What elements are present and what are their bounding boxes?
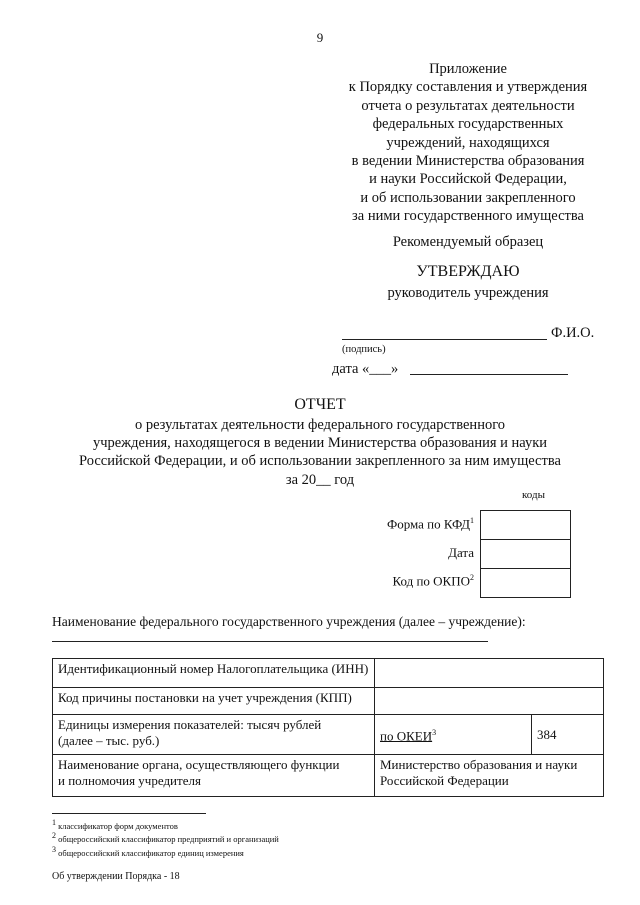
appendix-line: Приложение [429,61,507,77]
footnote-separator [52,813,206,814]
appendix-line: отчета о результатах деятельности [361,97,575,114]
table-row [53,688,604,715]
subtitle-line: Российской Федерации, и об использовании закрепленного за ним имущества [79,453,561,470]
founder-value-line: Министерство образования и науки [380,757,578,772]
footnote-ref: 3 [432,727,437,737]
footnote-item [52,845,279,858]
page-footer: Об утверждении Порядка - 18 [52,871,180,882]
footnote-num: 1 [52,818,56,827]
founder-label [53,755,375,797]
table-row [53,659,604,688]
okei-label-text: по ОКЕИ [380,728,433,744]
units-label-line: Единицы измерения показателей: тысяч рублей [58,717,322,732]
footnote-text: общероссийский классификатор предприятий и организаций [58,834,279,845]
inn-value[interactable] [375,659,604,688]
founder-value [375,755,604,797]
footnote-ref: 1 [470,516,474,525]
appendix-line: и науки Российской Федерации, [369,171,567,188]
date-line [410,374,568,375]
subtitle-line: учреждения, находящегося в ведении Министерства образования и науки [92,435,548,452]
code-label-text: Форма по КФД [386,516,470,532]
appendix-line: к Порядку составления и утверждения [348,79,588,96]
code-cell-okpo[interactable] [481,569,570,597]
info-table [52,658,604,797]
kpp-label: Код причины постановки на учет учреждения (КПП) [53,688,375,715]
institution-name-line[interactable] [52,641,488,642]
signature-hint: (подпись) [342,344,386,355]
footnote-ref: 2 [470,573,474,582]
signature-line [342,339,547,340]
code-label-text: Код по ОКПО [392,573,470,589]
appendix-line: и об использовании закрепленного [360,189,576,206]
date-label: дата «___» [332,361,399,377]
footnote-num: 2 [52,831,56,841]
inn-label: Идентификационный номер Налогоплательщика (ИНН) [53,659,375,688]
code-cell-kfd[interactable] [481,511,570,540]
kpp-value[interactable] [375,688,604,715]
footnote-item [52,818,279,831]
subtitle-line: о результатах деятельности федерального государственного [134,417,506,433]
okei-label [375,715,532,755]
appendix-line: федеральных государственных [372,116,564,133]
table-row [53,715,604,755]
code-label-okpo [392,573,474,589]
approver-role: руководитель учреждения [387,285,549,301]
fio-label: Ф.И.О. [551,325,595,341]
approve-title: УТВЕРЖДАЮ [416,263,520,280]
appendix-line: учреждений, находящихся [386,134,550,151]
report-title: ОТЧЕТ [294,396,346,413]
code-label-date [448,545,474,561]
report-subtitle [40,416,600,489]
founder-value-line: Российской Федерации [380,773,509,788]
founder-label-line: и полномочия учредителя [58,773,201,788]
code-label-text: Дата [448,545,474,560]
code-cell-date[interactable] [481,540,570,569]
footnote-text: общероссийский классификатор единиц измерения [58,847,244,858]
units-label-line: (далее – тыс. руб.) [58,733,160,748]
footnote-text: классификатор форм документов [58,820,178,831]
recommended-sample-label: Рекомендуемый образец [392,234,544,250]
code-label-kfd [387,516,474,532]
institution-name-label: Наименование федерального государственного учреждения (далее – учреждение): [52,614,526,629]
appendix-header [318,60,618,226]
codes-header: коды [522,489,545,501]
subtitle-line: за 20__ год [285,471,355,488]
footnotes [52,818,279,858]
table-row [53,755,604,797]
footnote-num: 3 [52,844,56,854]
units-label [53,715,375,755]
page-number: 9 [316,30,324,45]
appendix-line: в ведении Министерства образования [351,153,585,170]
founder-label-line: Наименование органа, осуществляющего функции [58,757,340,772]
okei-value[interactable]: 384 [532,715,604,755]
appendix-line: за ними государственного имущества [352,208,584,225]
codes-box [480,510,571,598]
footnote-item [52,831,279,844]
